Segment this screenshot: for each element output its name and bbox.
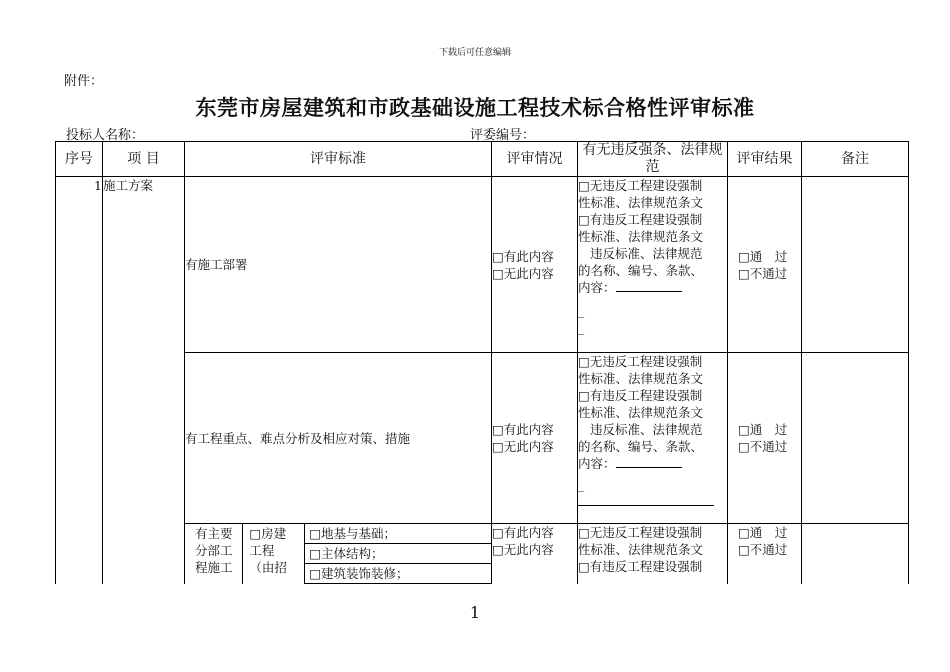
law-text: 性标准、法律规范条文 xyxy=(578,542,704,557)
law-cell xyxy=(578,177,728,353)
attachment-label: 附件： xyxy=(64,74,104,89)
sub-criterion-options xyxy=(305,524,491,584)
page-cut xyxy=(0,584,950,602)
status-option-no[interactable]: □无此内容 xyxy=(492,439,554,454)
evaluation-table xyxy=(55,141,909,585)
page-number: 1 xyxy=(469,603,481,622)
header-result: 评审结果 xyxy=(728,142,802,177)
option-foundation[interactable]: □地基与基础； xyxy=(305,524,491,544)
remark-cell xyxy=(802,524,909,585)
housing-checkbox[interactable]: □房建 xyxy=(249,526,287,541)
law-blank: _ xyxy=(578,477,585,492)
status-cell xyxy=(492,524,578,585)
table-header-row xyxy=(56,142,909,177)
header-law: 有无违反强条、法律规范 xyxy=(578,142,728,177)
header-status: 评审情况 xyxy=(492,142,578,177)
law-text: 性标准、法律规范条文 xyxy=(578,195,704,210)
criterion-cell: 有工程重点、难点分析及相应对策、措施 xyxy=(185,353,492,524)
status-option-no[interactable]: □无此内容 xyxy=(492,265,554,281)
status-option-no[interactable]: □无此内容 xyxy=(492,542,554,557)
law-option-violation[interactable]: □有违反工程建设强制 xyxy=(578,212,703,227)
page-title: 东莞市房屋建筑和市政基础设施工程技术标合格性评审标准 xyxy=(195,96,755,120)
criterion-cell: 有施工部署 xyxy=(185,177,492,353)
bidder-name-label: 投标人名称： xyxy=(66,128,145,143)
option-decoration[interactable]: □建筑装饰装修； xyxy=(305,564,491,584)
fill-in-blank-long[interactable] xyxy=(578,493,727,510)
law-content-line xyxy=(578,279,727,296)
table-row xyxy=(56,177,909,353)
header-remark: 备注 xyxy=(802,142,909,177)
fill-in-blank[interactable] xyxy=(616,455,682,468)
result-option-fail[interactable]: □不通过 xyxy=(738,439,788,454)
law-blank: _ xyxy=(578,303,585,318)
law-option-violation[interactable]: □有违反工程建设强制 xyxy=(578,388,703,403)
result-cell xyxy=(728,524,802,585)
law-text: 的名称、编号、条款、 xyxy=(578,439,704,454)
status-option-yes[interactable]: □有此内容 xyxy=(492,422,554,437)
law-text: 性标准、法律规范条文 xyxy=(578,405,704,420)
law-text: 性标准、法律规范条文 xyxy=(578,229,704,244)
law-text: 性标准、法律规范条文 xyxy=(578,371,704,386)
row-item: 施工方案 xyxy=(103,177,185,585)
law-text: 违反标准、法律规范 xyxy=(590,246,703,261)
law-text: 的名称、编号、条款、 xyxy=(578,263,704,278)
result-option-fail[interactable]: □不通过 xyxy=(738,265,788,281)
remark-cell xyxy=(802,353,909,524)
law-option-no-violation[interactable]: □无违反工程建设强制 xyxy=(578,178,703,193)
result-option-pass[interactable]: □通 过 xyxy=(738,422,788,437)
option-main-structure[interactable]: □主体结构； xyxy=(305,544,491,564)
sub-criteria-table xyxy=(185,524,491,584)
header-criterion: 评审标准 xyxy=(185,142,492,177)
law-text: 违反标准、法律规范 xyxy=(590,422,703,437)
result-option-fail[interactable]: □不通过 xyxy=(738,542,788,557)
status-cell xyxy=(492,353,578,524)
law-option-violation[interactable]: □有违反工程建设强制 xyxy=(578,559,703,574)
law-blank: _ xyxy=(578,320,585,335)
law-cell xyxy=(578,524,728,585)
law-cell xyxy=(578,353,728,524)
jury-number-label: 评委编号： xyxy=(470,128,536,143)
status-cell xyxy=(492,177,578,353)
law-option-no-violation[interactable]: □无违反工程建设强制 xyxy=(578,354,703,369)
download-note: 下载后可任意编辑 xyxy=(438,48,511,58)
sub-criterion-label: 有主要 分部工 程施工 xyxy=(185,524,243,584)
header-item: 项 目 xyxy=(103,142,185,177)
law-content-line xyxy=(578,455,727,472)
fill-in-blank[interactable] xyxy=(616,279,682,292)
status-option-yes[interactable]: □有此内容 xyxy=(492,525,554,540)
remark-cell xyxy=(802,177,909,353)
result-cell xyxy=(728,353,802,524)
result-cell xyxy=(728,177,802,353)
result-option-pass[interactable]: □通 过 xyxy=(738,248,788,264)
law-option-no-violation[interactable]: □无违反工程建设强制 xyxy=(578,525,703,540)
row-number: 1 xyxy=(56,177,103,585)
law-content-label: 内容： xyxy=(578,280,616,295)
sub-criterion-type: □房建 工程 （由招 xyxy=(243,524,305,584)
status-option-yes[interactable]: □有此内容 xyxy=(492,248,554,264)
header-no: 序号 xyxy=(56,142,103,177)
law-content-label: 内容： xyxy=(578,456,616,471)
result-option-pass[interactable]: □通 过 xyxy=(738,525,788,540)
criterion-cell xyxy=(185,524,492,585)
